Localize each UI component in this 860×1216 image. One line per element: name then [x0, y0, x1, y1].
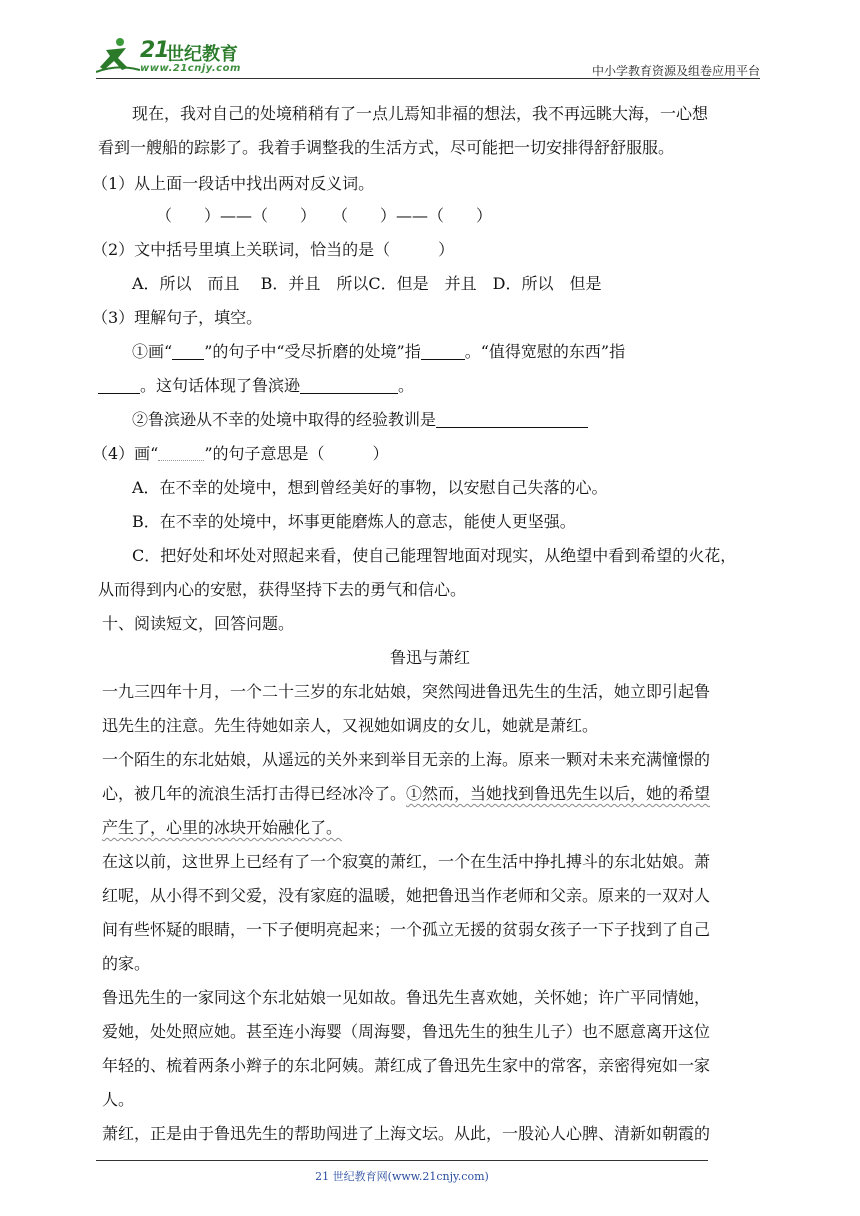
text-span: ①画“: [132, 342, 173, 361]
logo-21-text: 21: [140, 38, 169, 63]
question-1: （1）从上面一段话中找出两对反义词。: [92, 174, 375, 193]
section-heading: 十、阅读短文，回答问题。: [102, 614, 295, 633]
paragraph-line: 现在，我对自己的处境稍稍有了一点儿焉知非福的想法，我不再远眺大海，一心想: [132, 104, 709, 123]
article-line: 爱她，处处照应她。甚至连小海婴（周海婴，鲁迅先生的独生儿子）也不愿意离开这位: [102, 1022, 711, 1041]
article-line: [102, 818, 342, 840]
article-line: 一九三四年十月，一个二十三岁的东北姑娘，突然闯进鲁迅先生的生活，她立即引起鲁: [102, 682, 711, 701]
answer-blank: [421, 343, 465, 360]
runner-logo-icon: [96, 36, 140, 74]
header-divider: [96, 78, 760, 79]
question-3-2: [132, 410, 588, 432]
paragraph-line: 看到一艘船的踪影了。我着手调整我的生活方式，尽可能把一切安排得舒舒服服。: [98, 138, 675, 157]
text-span: 。“值得宽慰的东西”指: [464, 342, 626, 361]
page-footer: 21 世纪教育网(www.21cnjy.com): [315, 1170, 489, 1183]
text-span: ”的句子意思是（ ）: [204, 444, 389, 463]
article-line: 的家。: [102, 954, 151, 973]
logo-brand-text: 世纪教育: [166, 44, 238, 65]
wavy-underlined-sentence: ①然而，当她找到鲁迅先生以后，她的希望: [406, 784, 711, 803]
question-2-options: A．所以 而且 B．并且 所以C．但是 并且 D．所以 但是: [132, 274, 602, 293]
underline-sample: [172, 343, 204, 360]
text-span: 。: [398, 376, 415, 395]
article-line: 萧红，正是由于鲁迅先生的帮助闯进了上海文坛。从此，一股沁人心脾、清新如朝霞的: [102, 1124, 711, 1143]
question-1-blanks: （ ）——（ ） （ ）——（ ）: [156, 206, 493, 225]
article-line: [102, 784, 710, 806]
logo-url-text: www.21cnjy.com: [140, 63, 241, 74]
answer-blank: [300, 377, 398, 394]
dotted-underline-sample: [158, 446, 204, 461]
text-span: （4）画“: [92, 444, 159, 463]
article-line: 人。: [102, 1090, 135, 1109]
article-line: 红呢，从小得不到父爱，没有家庭的温暖，她把鲁迅当作老师和父亲。原来的一双对人: [102, 886, 711, 905]
article-title: 鲁迅与萧红: [389, 648, 470, 667]
question-3: （3）理解句子，填空。: [92, 308, 263, 327]
article-line: 迅先生的注意。先生待她如亲人，又视她如调皮的女儿，她就是萧红。: [102, 716, 599, 735]
wavy-underlined-sentence: 产生了，心里的冰块开始融化了。: [102, 818, 343, 837]
text-span: ②鲁滨逊从不幸的处境中取得的经验教训是: [132, 410, 437, 429]
option-a: A．在不幸的处境中，想到曾经美好的事物，以安慰自己失落的心。: [132, 478, 608, 497]
article-line: 一个陌生的东北姑娘，从遥远的关外来到举目无亲的上海。原来一颗对未来充满憧憬的: [102, 750, 711, 769]
platform-caption: 中小学教育资源及组卷应用平台: [591, 64, 760, 78]
text-span: 心，被几年的流浪生活打击得已经冰冷了。: [102, 784, 407, 803]
question-3-1: [132, 342, 625, 364]
answer-blank: [436, 411, 588, 428]
page-header: [96, 36, 760, 80]
option-c: C．把好处和坏处对照起来看，使自己能理智地面对现实，从绝望中看到希望的火花，: [132, 546, 737, 565]
article-line: 年轻的、梳着两条小辫子的东北阿姨。萧红成了鲁迅先生家中的常客，亲密得宛如一家: [102, 1056, 711, 1075]
article-line: 鲁迅先生的一家同这个东北姑娘一见如故。鲁迅先生喜欢她，关怀她；许广平同情她，: [102, 988, 711, 1007]
text-span: 。这句话体现了鲁滨逊: [140, 376, 301, 395]
article-line: 在这以前，这世界上已经有了一个寂寞的萧红，一个在生活中挣扎搏斗的东北姑娘。萧: [102, 852, 711, 871]
article-line: 间有些怀疑的眼睛，一下子便明亮起来；一个孤立无援的贫弱女孩子一下子找到了自己: [102, 920, 711, 939]
footer-divider: [96, 1160, 708, 1161]
option-c-cont: 从而得到内心的安慰，获得坚持下去的勇气和信心。: [98, 580, 467, 599]
question-3-1-cont: [98, 376, 414, 398]
logo: [96, 36, 266, 76]
answer-blank: [98, 377, 140, 394]
text-span: ”的句子中“受尽折磨的处境”指: [204, 342, 421, 361]
question-4: [92, 444, 389, 466]
option-b: B．在不幸的处境中，坏事更能磨炼人的意志，能使人更坚强。: [132, 512, 576, 531]
question-2: （2）文中括号里填上关联词，恰当的是（ ）: [92, 240, 455, 259]
